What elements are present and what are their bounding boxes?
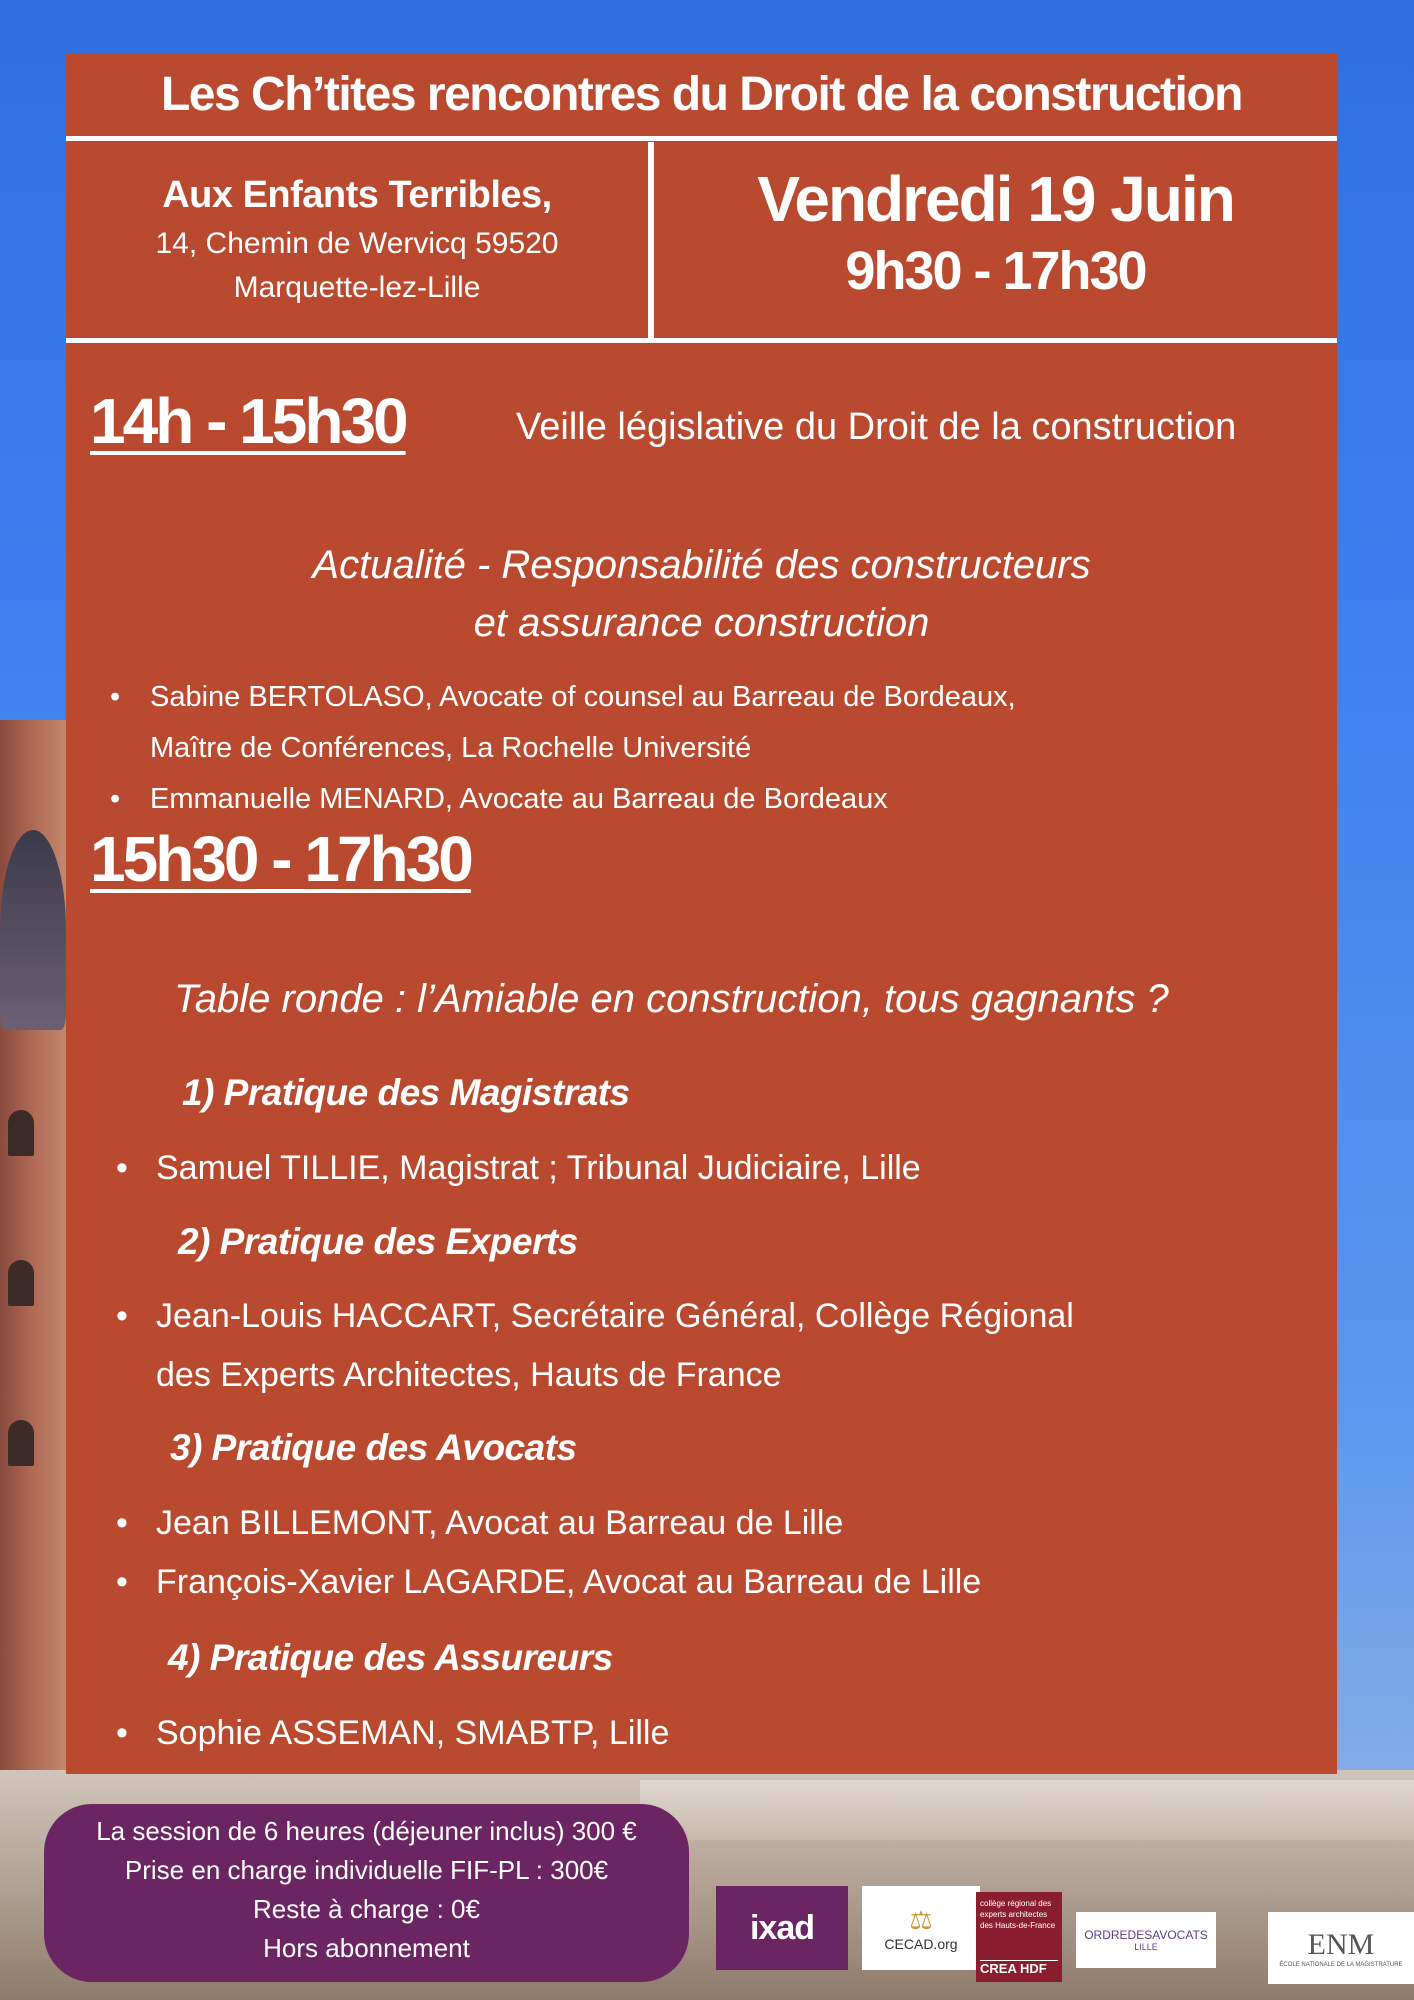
- cecad-logo-text: CECAD.org: [884, 1935, 958, 1952]
- speaker-name: Sophie ASSEMAN, SMABTP, Lille: [156, 1714, 670, 1752]
- session1-speakers: [110, 672, 1016, 825]
- tower-dome: [0, 830, 66, 1030]
- speaker-name: Samuel TILLIE, Magistrat ; Tribunal Judiciaire, Lille: [156, 1149, 921, 1187]
- speaker-name: Jean-Louis HACCART, Secrétaire Général, Collège Régional: [156, 1297, 1074, 1335]
- price-line: Reste à charge : 0€: [253, 1894, 480, 1924]
- enm-logo-subtitle: ÉCOLE NATIONALE DE LA MAGISTRATURE: [1279, 1962, 1403, 1968]
- part-heading: 1) Pratique des Magistrats: [182, 1072, 630, 1113]
- speaker-name: Sabine BERTOLASO, Avocate of counsel au Barreau de Bordeaux,: [150, 681, 1016, 713]
- speaker-item: [110, 672, 1016, 774]
- speaker-item: [116, 1287, 1074, 1405]
- tower-window: [8, 1110, 34, 1156]
- price-line: Hors abonnement: [263, 1933, 470, 1963]
- crea-logo-text: CREA HDF: [980, 1960, 1058, 1976]
- pricing-box: [44, 1804, 689, 1982]
- cecad-logo: [862, 1886, 980, 1970]
- speaker-item: [116, 1139, 921, 1198]
- speaker-item: [116, 1553, 981, 1612]
- city-facade: [640, 1780, 1414, 1840]
- session1-title: Veille législative du Droit de la construction: [516, 406, 1237, 448]
- date-block: [654, 142, 1337, 338]
- crea-logo-subtitle: collège régional des experts architectes des Hauts-de-France: [980, 1899, 1056, 1930]
- session1-time: 14h - 15h30: [90, 385, 406, 457]
- venue-name: Aux Enfants Terribles,: [162, 174, 552, 216]
- speaker-name: François-Xavier LAGARDE, Avocat au Barreau de Lille: [156, 1563, 982, 1601]
- ixad-logo-text: ixad: [749, 1908, 815, 1947]
- event-title: Les Ch’tites rencontres du Droit de la construction: [160, 68, 1242, 121]
- part-heading: 3) Pratique des Avocats: [170, 1427, 577, 1468]
- event-hours: 9h30 - 17h30: [845, 241, 1146, 301]
- part-heading: 2) Pratique des Experts: [178, 1221, 578, 1262]
- speaker-item: [116, 1704, 669, 1763]
- session1-subtitle-line: Actualité - Responsabilité des constructeurs: [312, 543, 1091, 587]
- divider: [66, 338, 1337, 343]
- part1-speakers: [116, 1139, 921, 1198]
- title-bar: [66, 54, 1337, 136]
- speaker-affiliation: Maître de Conférences, La Rochelle Université: [150, 732, 752, 764]
- price-line: Prise en charge individuelle FIF-PL : 300€: [124, 1855, 609, 1885]
- part-heading: 4) Pratique des Assureurs: [168, 1637, 613, 1678]
- tower-window: [8, 1420, 34, 1466]
- event-date: Vendredi 19 Juin: [757, 163, 1234, 235]
- speaker-item: [116, 1494, 981, 1553]
- program-panel: [66, 54, 1337, 1774]
- part2-speakers: [116, 1287, 1074, 1405]
- enm-logo-text: ENM: [1307, 1928, 1375, 1961]
- speaker-name: Emmanuelle MENARD, Avocate au Barreau de Bordeaux: [150, 783, 888, 815]
- divider: [66, 136, 1337, 141]
- session2-title: Table ronde : l’Amiable en construction, tous gagnants ?: [174, 977, 1169, 1021]
- session1-subtitle-line: et assurance construction: [473, 601, 930, 645]
- ordre-avocats-lille-logo: [1076, 1912, 1216, 1968]
- speaker-item: [110, 774, 1016, 825]
- venue-city: Marquette-lez-Lille: [233, 271, 481, 304]
- part4-speakers: [116, 1704, 669, 1763]
- speaker-name: Jean BILLEMONT, Avocat au Barreau de Lille: [156, 1504, 844, 1542]
- ordre-logo-text: ORDREDESAVOCATS: [1084, 1928, 1208, 1942]
- price-line: La session de 6 heures (déjeuner inclus) 300 €: [96, 1816, 637, 1846]
- part3-speakers: [116, 1494, 981, 1612]
- ordre-logo-subtitle: LILLE: [1134, 1942, 1158, 1952]
- session2-time: 15h30 - 17h30: [90, 823, 471, 895]
- ixad-logo: [716, 1886, 848, 1970]
- speaker-affiliation: des Experts Architectes, Hauts de France: [156, 1356, 782, 1394]
- scales-icon: ⚖: [909, 1904, 933, 1935]
- session1-subtitle: [66, 536, 1337, 652]
- enm-logo: [1268, 1912, 1414, 1984]
- crea-hdf-logo: [976, 1892, 1062, 1982]
- venue-block: [66, 142, 648, 338]
- tower-window: [8, 1260, 34, 1306]
- venue-address: 14, Chemin de Wervicq 59520: [155, 227, 559, 260]
